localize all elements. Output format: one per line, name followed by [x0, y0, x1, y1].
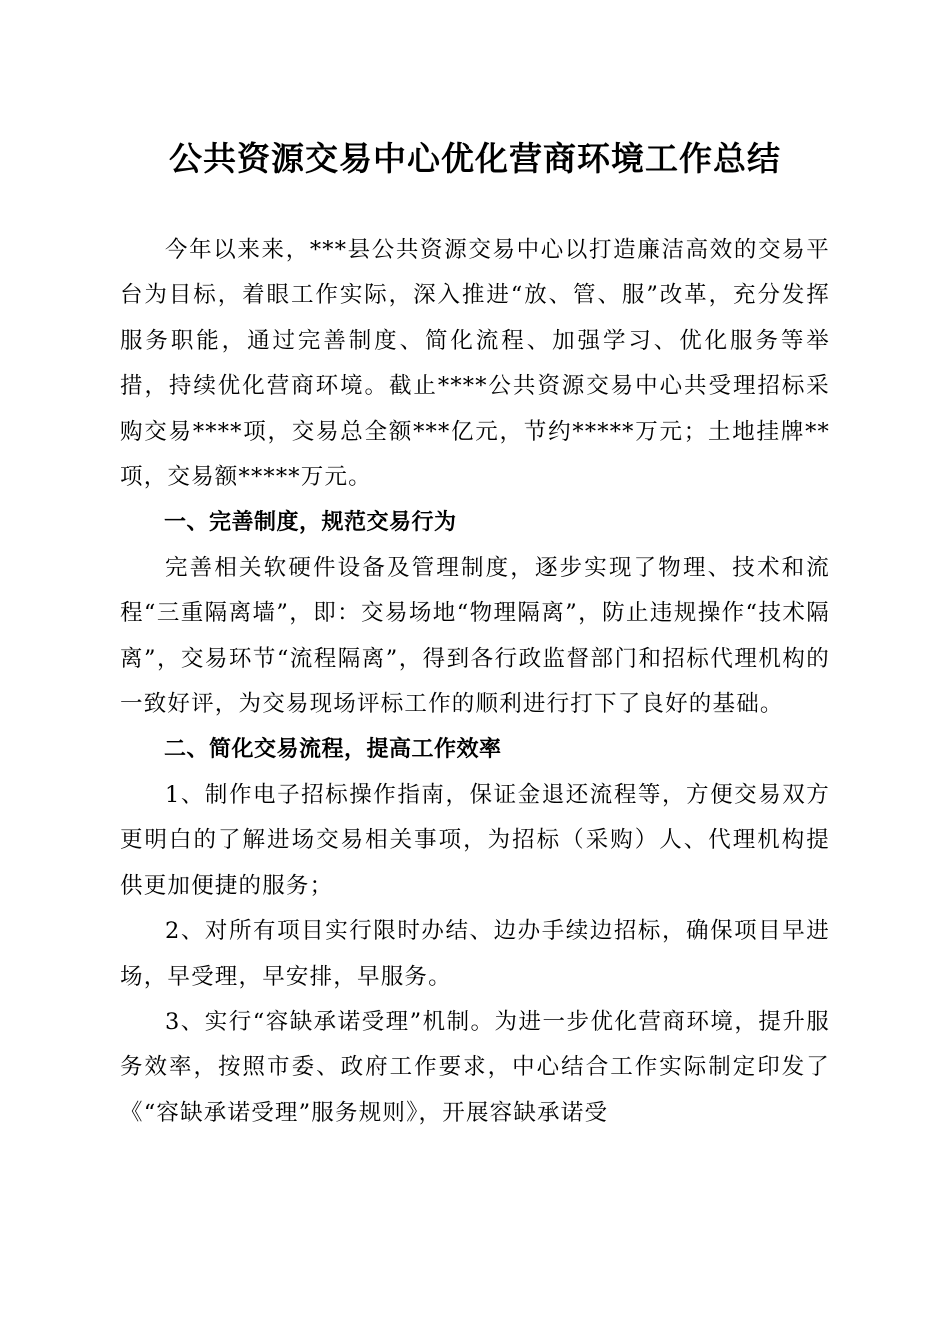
section-heading-2: 二、简化交易流程，提高工作效率 [164, 737, 502, 763]
section-2-paragraph-1: 1、制作电子招标操作指南，保证金退还流程等，方便交易双方更明白的了解进场交易相关事项，为招标（采购）人、代理机构提供更加便捷的服务； [120, 781, 830, 899]
document-title: 公共资源交易中心优化营商环境工作总结 [169, 139, 781, 178]
section-heading-1: 一、完善制度，规范交易行为 [164, 510, 457, 536]
section-2-paragraph-3: 3、实行“容缺承诺受理”机制。为进一步优化营商环境，提升服务效率，按照市委、政府工作要求，中心结合工作实际制定印发了《“容缺承诺受理”服务规则》，开展容缺承诺受 [120, 1008, 830, 1126]
section-2-paragraph-2: 2、对所有项目实行限时办结、边办手续边招标，确保项目早进场，早受理，早安排，早服务。 [120, 918, 830, 990]
intro-paragraph: 今年以来来，***县公共资源交易中心以打造廉洁高效的交易平台为目标，着眼工作实际，深入推进“放、管、服”改革，充分发挥服务职能，通过完善制度、简化流程、加强学习、优化服务等举措，持续优化营商环境。截止****公共资源交易中心共受理招标采购交易****项，交易总全额***亿元，节约*****万元；土地挂牌**项，交易额*****万元。 [120, 237, 830, 491]
document-body [120, 228, 830, 1136]
section-1-paragraph-1: 完善相关软硬件设备及管理制度，逐步实现了物理、技术和流程“三重隔离墙”，即：交易场地“物理隔离”，防止违规操作“技术隔离”，交易环节“流程隔离”，得到各行政监督部门和招标代理机构的一致好评，为交易现场评标工作的顺利进行打下了良好的基础。 [120, 554, 830, 718]
